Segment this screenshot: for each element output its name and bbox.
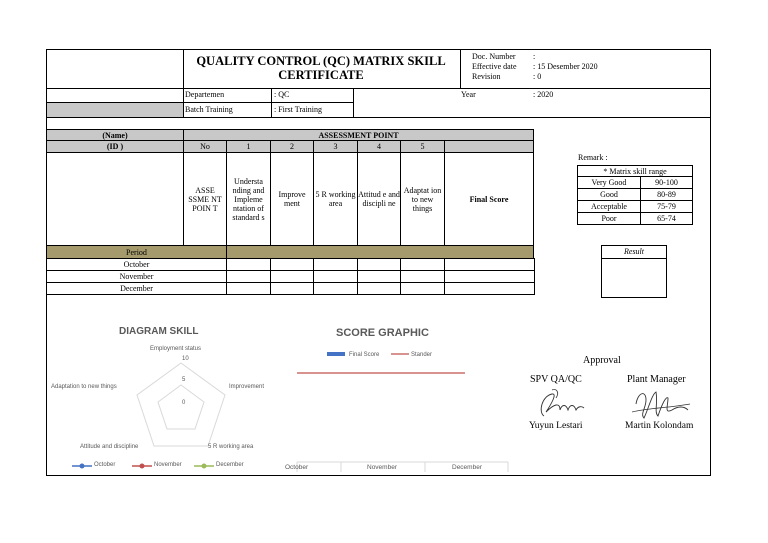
logo-box-footer — [47, 102, 183, 117]
legend-december: December — [216, 462, 244, 468]
score-cell[interactable] — [313, 282, 358, 295]
doc-number-label: Doc. Number — [472, 52, 516, 61]
no-label: No — [183, 140, 227, 153]
score-cell[interactable] — [444, 282, 535, 295]
remark-label: Remark : — [578, 153, 608, 162]
department-label: Departemen — [185, 90, 225, 99]
remark-range: 90-100 — [640, 176, 693, 189]
signature-martin — [628, 384, 698, 424]
score-category-november: November — [367, 464, 397, 471]
radar-axis-adaptation: Adaptation to new things — [51, 384, 117, 390]
radar-axis-employment: Employment status — [150, 346, 202, 352]
number-2: 2 — [270, 140, 314, 153]
result-label: Result — [601, 245, 667, 259]
header-divider — [46, 88, 711, 89]
approval-name-martin: Martin Kolondam — [625, 421, 694, 431]
remark-range: 65-74 — [640, 212, 693, 225]
name-label: (Name) — [46, 129, 184, 141]
assessment-point-label: ASSE SSME NT POIN T — [183, 152, 227, 246]
period-label: Period — [46, 245, 227, 259]
batch-label: Batch Training — [185, 105, 233, 114]
assessment-point-header: ASSESSMENT POINT — [183, 129, 534, 141]
score-cell[interactable] — [357, 282, 401, 295]
remark-grade: Acceptable — [577, 200, 641, 213]
approval-role-spv: SPV QA/QC — [530, 374, 582, 385]
label-divider — [271, 88, 272, 117]
radar-axis-attitude: Attitude and discipline — [80, 444, 139, 450]
remark-range: 80-89 — [640, 188, 693, 201]
score-graphic-title: SCORE GRAPHIC — [336, 327, 429, 339]
year-value: : 2020 — [533, 90, 554, 99]
score-cell[interactable] — [400, 282, 445, 295]
title-line2: CERTIFICATE — [278, 68, 364, 82]
year-label: Year — [461, 90, 476, 99]
point-attitude: Attitud e and discipli ne — [357, 152, 401, 246]
score-chart — [295, 350, 510, 475]
number-5: 5 — [400, 140, 445, 153]
department-value: : QC — [274, 90, 290, 99]
radar-tick-5: 5 — [182, 377, 186, 383]
revision-label: Revision — [472, 72, 501, 81]
effective-label: Effective date — [472, 62, 517, 71]
point-understanding: Understa nding and Impleme ntation of standard s — [226, 152, 271, 246]
legend-november-dot — [140, 464, 145, 469]
logo-divider — [183, 49, 184, 117]
result-box[interactable] — [601, 258, 667, 298]
diagram-title: DIAGRAM SKILL — [119, 326, 199, 337]
radar-inner-ring — [158, 385, 204, 429]
effective-value: : 15 Desember 2020 — [533, 62, 598, 71]
legend-final-swatch — [327, 352, 345, 356]
legend-october-dot — [80, 464, 85, 469]
batch-value: : First Training — [274, 105, 323, 114]
title-divider — [460, 49, 461, 89]
radar-axis-improvement: Improvement — [229, 384, 265, 390]
score-cell[interactable] — [270, 282, 314, 295]
remark-range: 75-79 — [640, 200, 693, 213]
title-line1: QUALITY CONTROL (QC) MATRIX SKILL — [196, 54, 446, 68]
legend-november: November — [154, 462, 182, 468]
remark-grade: Very Good — [577, 176, 641, 189]
radar-tick-10: 10 — [182, 356, 189, 362]
point-adaptation: Adaptat ion to new things — [400, 152, 445, 246]
radar-tick-0: 0 — [182, 400, 186, 406]
doc-info-labels — [472, 52, 517, 82]
legend-december-dot — [202, 464, 207, 469]
score-category-december: December — [452, 464, 482, 471]
remark-grade: Poor — [577, 212, 641, 225]
legend-final-score: Final Score — [349, 352, 380, 358]
approval-title: Approval — [583, 355, 621, 366]
approval-name-yuyun: Yuyun Lestari — [529, 421, 583, 431]
name-area — [46, 152, 184, 246]
point-improvement: Improve ment — [270, 152, 314, 246]
page-title — [186, 54, 456, 82]
score-category-october: October — [285, 464, 309, 471]
period-bar — [226, 245, 534, 259]
value-divider — [353, 88, 354, 117]
legend-october: October — [94, 462, 116, 468]
period-november: November — [46, 270, 227, 283]
radar-chart — [46, 340, 296, 475]
number-3: 3 — [313, 140, 358, 153]
revision-value: : 0 — [533, 72, 542, 81]
score-cell[interactable] — [226, 282, 271, 295]
final-score-label: Final Score — [444, 152, 534, 246]
point-5r: 5 R working area — [313, 152, 358, 246]
period-december: December — [46, 282, 227, 295]
header-bottom-divider — [46, 117, 711, 118]
number-1: 1 — [226, 140, 271, 153]
remark-header: * Matrix skill range — [577, 165, 693, 177]
approval-role-plant-manager: Plant Manager — [627, 374, 686, 385]
doc-number-value: : — [533, 52, 536, 61]
radar-axis-5r: 5 R working area — [208, 444, 254, 450]
batch-divider — [183, 102, 353, 103]
period-october: October — [46, 258, 227, 271]
number-4: 4 — [357, 140, 401, 153]
remark-grade: Good — [577, 188, 641, 201]
id-label: (ID ) — [46, 140, 184, 153]
signature-yuyun — [530, 386, 590, 424]
doc-info-values — [533, 52, 598, 82]
radar-outer-ring — [137, 363, 225, 446]
legend-stander: Stander — [411, 352, 433, 358]
